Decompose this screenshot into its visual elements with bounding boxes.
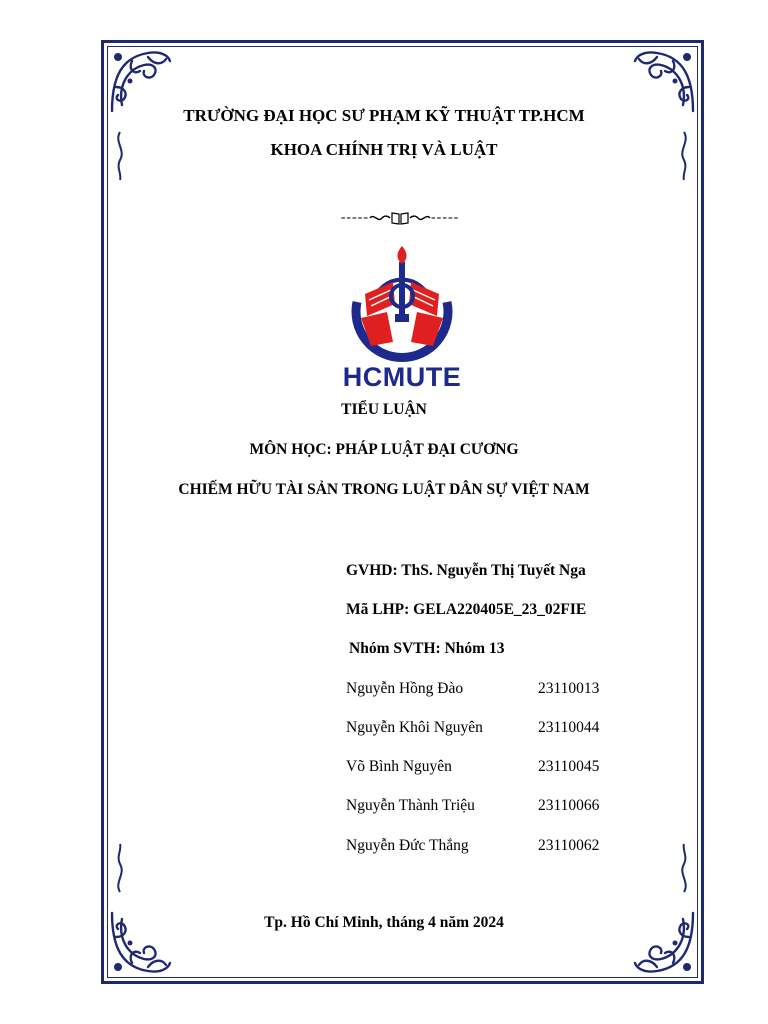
corner-ornament-icon bbox=[629, 47, 697, 115]
topic-title: CHIẾM HỮU TÀI SẢN TRONG LUẬT DÂN SỰ VIỆT NAM bbox=[178, 481, 590, 498]
flourish-icon bbox=[369, 213, 391, 223]
advisor-info: GVHD: ThS. Nguyễn Thị Tuyết Nga bbox=[346, 562, 586, 579]
member-name: Nguyễn Đức Thắng bbox=[346, 837, 469, 854]
logo-wordmark: HCMUTE bbox=[342, 362, 462, 392]
corner-ornament-icon bbox=[108, 47, 176, 115]
flourish-icon bbox=[409, 213, 431, 223]
member-id: 23110062 bbox=[538, 837, 600, 854]
class-code-info: Mã LHP: GELA220405E_23_02FIE bbox=[346, 601, 587, 618]
faculty-name: KHOA CHÍNH TRỊ VÀ LUẬT bbox=[270, 140, 498, 159]
university-name: TRƯỜNG ĐẠI HỌC SƯ PHẠM KỸ THUẬT TP.HCM bbox=[183, 106, 585, 125]
place-date: Tp. Hồ Chí Minh, tháng 4 năm 2024 bbox=[264, 914, 504, 931]
side-ornament-icon bbox=[676, 842, 692, 894]
member-name: Nguyễn Khôi Nguyên bbox=[346, 719, 483, 736]
group-info: Nhóm SVTH: Nhóm 13 bbox=[349, 640, 505, 657]
divider-left-dashes: ----- bbox=[340, 210, 369, 225]
document-type: TIỂU LUẬN bbox=[341, 401, 427, 418]
member-id: 23110044 bbox=[538, 719, 600, 736]
member-id: 23110045 bbox=[538, 758, 600, 775]
subject-title: MÔN HỌC: PHÁP LUẬT ĐẠI CƯƠNG bbox=[249, 441, 519, 458]
member-name: Nguyễn Hồng Đào bbox=[346, 680, 464, 697]
side-ornament-icon bbox=[112, 842, 128, 894]
member-name: Võ Bình Nguyên bbox=[346, 758, 452, 775]
open-book-icon bbox=[391, 211, 409, 225]
member-id: 23110066 bbox=[538, 797, 600, 814]
divider-right-dashes: ----- bbox=[431, 210, 460, 225]
member-name: Nguyễn Thành Triệu bbox=[346, 797, 475, 814]
decorative-divider bbox=[320, 210, 480, 226]
member-id: 23110013 bbox=[538, 680, 600, 697]
